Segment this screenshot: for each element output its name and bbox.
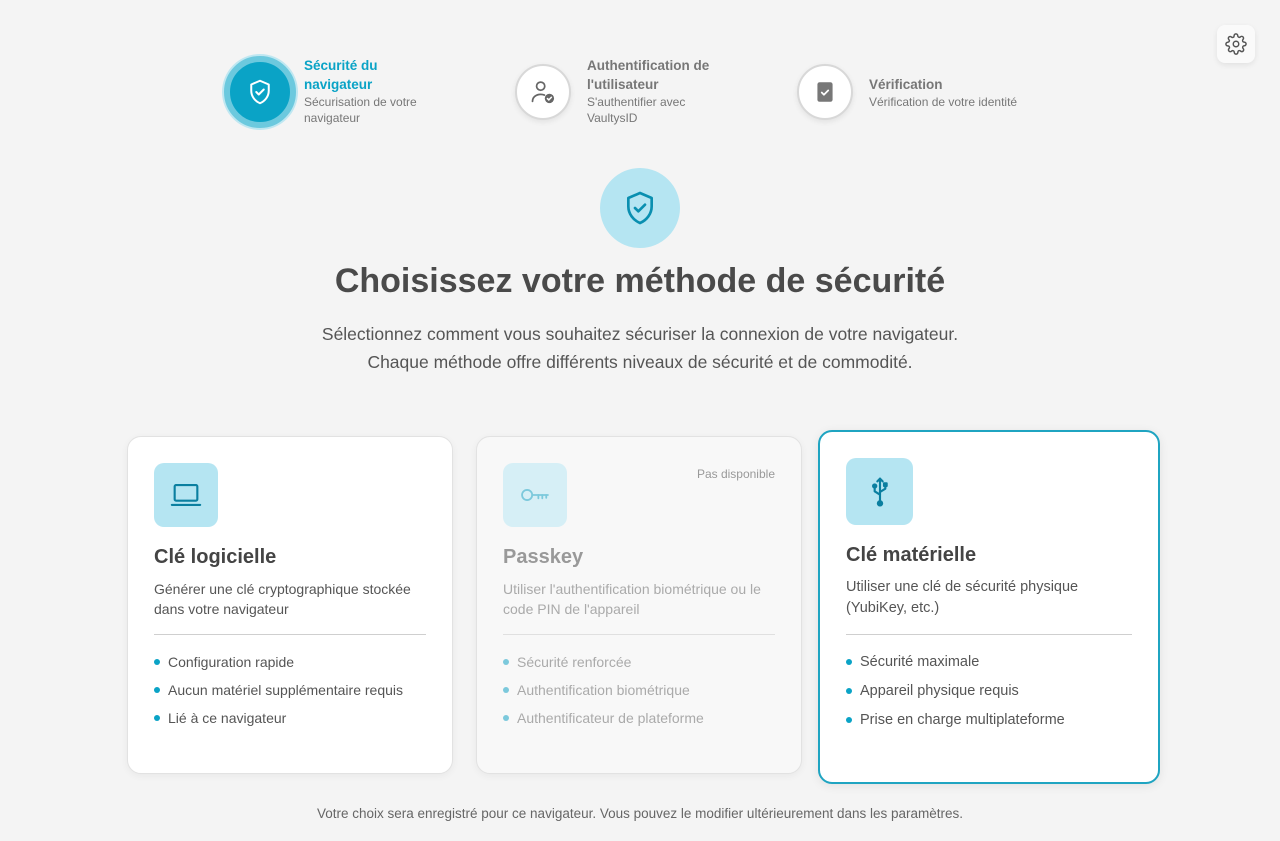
card-description: Utiliser l'authentification biométrique ou le code PIN de l'appareil xyxy=(503,581,761,617)
card-title: Passkey xyxy=(503,546,584,568)
card-icon-badge xyxy=(503,463,567,527)
unavailable-badge: Pas disponible xyxy=(696,467,775,481)
usb-icon xyxy=(864,476,896,508)
step-title: Vérification xyxy=(869,77,943,92)
laptop-icon xyxy=(169,478,203,512)
option-card-passkey xyxy=(476,436,802,774)
option-card-hardware-key[interactable] xyxy=(818,430,1160,784)
feature-list xyxy=(154,652,426,728)
step-circle xyxy=(515,64,571,120)
step-circle-active xyxy=(224,56,296,128)
feature-item: Authentification biométrique xyxy=(503,680,775,700)
card-icon-badge xyxy=(154,463,218,527)
gear-icon xyxy=(1225,33,1247,55)
feature-item: Authentificateur de plateforme xyxy=(503,708,775,728)
feature-item: Configuration rapide xyxy=(154,652,426,672)
shield-check-icon xyxy=(245,77,275,107)
feature-item: Appareil physique requis xyxy=(846,681,1132,701)
step-subtitle: Vérification de votre identité xyxy=(869,95,1018,109)
option-card-software-key[interactable] xyxy=(127,436,453,774)
feature-list xyxy=(846,652,1132,730)
feature-item: Lié à ce navigateur xyxy=(154,708,426,728)
hero-shield-badge xyxy=(600,168,680,248)
step-user-authentication xyxy=(515,58,737,126)
settings-button[interactable] xyxy=(1217,25,1255,63)
key-icon xyxy=(517,477,553,513)
card-divider xyxy=(846,634,1132,635)
feature-item: Aucun matériel supplémentaire requis xyxy=(154,680,426,700)
step-circle xyxy=(797,64,853,120)
card-divider xyxy=(154,634,426,635)
card-title: Clé matérielle xyxy=(846,544,977,566)
page-title: Choisissez votre méthode de sécurité xyxy=(334,262,946,300)
card-description: Utiliser une clé de sécurité physique (YubiKey, etc.) xyxy=(846,579,1079,616)
page-subtitle: Sélectionnez comment vous souhaitez sécuriser la connexion de votre navigateur. Chaque méthode offre différents niveaux de sécurité et de commodité. xyxy=(321,324,959,372)
shield-check-icon xyxy=(620,188,660,228)
card-icon-badge xyxy=(846,458,913,525)
card-description: Générer une clé cryptographique stockée dans votre navigateur xyxy=(154,581,411,617)
user-check-icon xyxy=(529,78,557,106)
step-subtitle: Sécurisation de votre navigateur xyxy=(304,95,417,125)
footer-note: Votre choix sera enregistré pour ce navigateur. Vous pouvez le modifier ultérieurement dans les paramètres. xyxy=(316,806,964,821)
step-title: Authentification de l'utilisateur xyxy=(587,58,710,92)
document-check-icon xyxy=(812,79,838,105)
card-divider xyxy=(503,634,775,635)
step-subtitle: S'authentifier avec VaultysID xyxy=(587,95,686,125)
feature-item: Sécurité maximale xyxy=(846,652,1132,672)
step-verification xyxy=(797,64,1069,120)
step-browser-security xyxy=(224,56,444,128)
feature-list xyxy=(503,652,775,728)
card-title: Clé logicielle xyxy=(154,546,277,568)
feature-item: Prise en charge multiplateforme xyxy=(846,710,1132,730)
feature-item: Sécurité renforcée xyxy=(503,652,775,672)
step-title: Sécurité du navigateur xyxy=(304,58,378,92)
